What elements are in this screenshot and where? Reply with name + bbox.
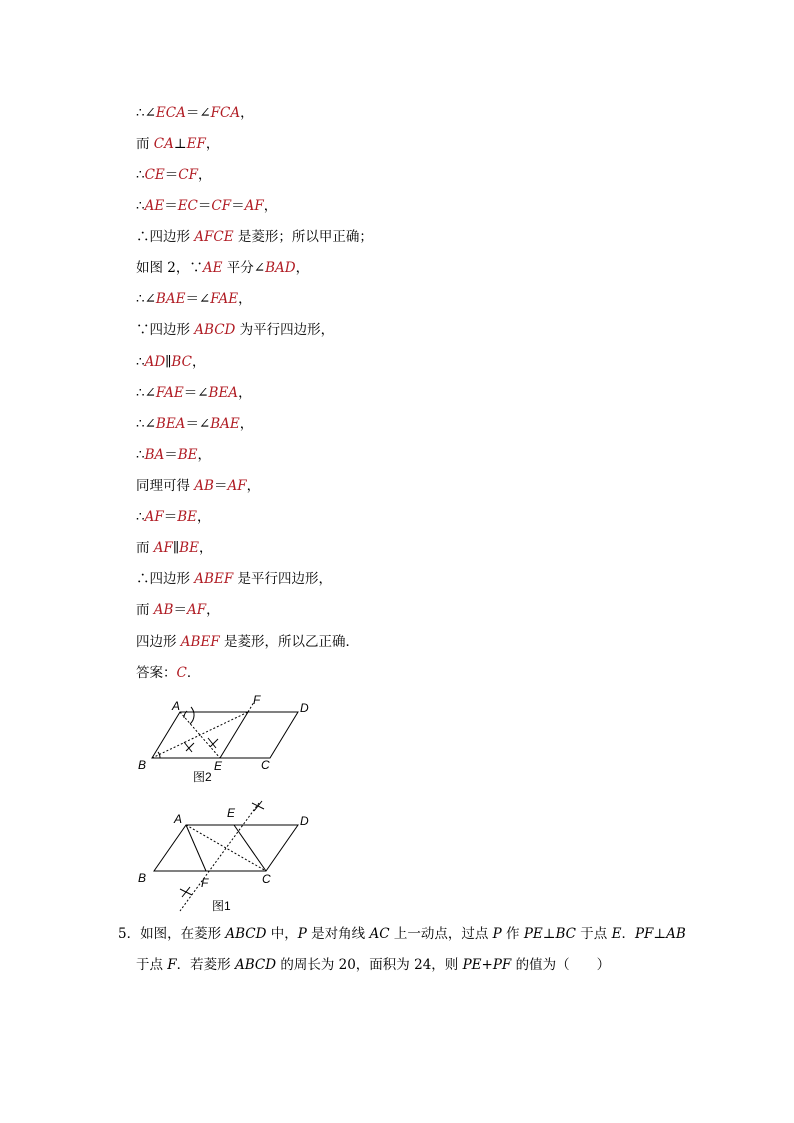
text-run: ∴∠ [136, 416, 156, 432]
text-run: 5．如图，在菱形 [118, 926, 226, 942]
math-term: E [611, 926, 622, 942]
solution-line [136, 259, 309, 277]
solution-line [136, 321, 334, 339]
text-run: ∴∠ [136, 291, 156, 307]
text-run: ．若菱形 [176, 957, 235, 973]
solution-line [136, 508, 211, 526]
text-run: ＝ [164, 447, 178, 463]
solution-line [136, 353, 205, 371]
solution-line [136, 570, 332, 588]
label-a: A [172, 699, 181, 713]
text-run: ∴ [136, 167, 145, 183]
segment-fe [220, 712, 248, 758]
text-run: ， [238, 291, 252, 307]
text-run: 四边形 [136, 634, 181, 650]
math-term: AE [202, 260, 223, 276]
label-f: F [201, 876, 209, 890]
text-run: 而 [136, 540, 154, 556]
text-run: ， [205, 136, 220, 152]
math-term: PF [492, 957, 512, 973]
math-term: CF [178, 167, 198, 183]
label-d: D [300, 701, 309, 715]
text-run: ． [621, 926, 635, 942]
text-run: ∥ [172, 540, 180, 556]
label-f: F [253, 693, 261, 707]
figure-1 [130, 795, 330, 920]
text-run: 中， [266, 926, 298, 942]
math-term: ECA [155, 105, 186, 121]
text-run: 同理可得 [136, 478, 195, 494]
math-term: ABEF [180, 634, 220, 650]
math-term: CA [153, 136, 174, 152]
math-term: AE [144, 198, 165, 214]
text-run: 上一动点，过点 [389, 926, 493, 942]
math-term: BAE [210, 416, 240, 432]
text-run: ， [197, 447, 212, 463]
text-run: ∴ [136, 447, 145, 463]
text-run: ＝∠ [185, 416, 211, 432]
label-a: A [174, 812, 183, 826]
figure-1-caption: 图1 [212, 899, 231, 913]
text-run: ⊥ [173, 136, 187, 152]
label-b: B [138, 758, 147, 772]
text-run: ＝ [164, 198, 178, 214]
math-term: FCA [210, 105, 241, 121]
text-run: 是对角线 [306, 926, 370, 942]
text-run: ， [240, 105, 254, 121]
text-run: ， [191, 354, 206, 370]
label-c: C [262, 872, 271, 886]
text-run: ＝∠ [183, 385, 209, 401]
text-run: ⊥ [542, 926, 556, 942]
math-term: AF [153, 540, 173, 556]
math-term: AB [666, 926, 686, 942]
segment-ec [234, 825, 266, 871]
text-run: ， [295, 260, 310, 276]
text-run: + [481, 957, 493, 973]
text-run: ， [238, 385, 252, 401]
math-term: AF [186, 602, 207, 618]
text-run: ＝ [213, 478, 228, 494]
text-run: ， [197, 509, 211, 525]
text-run: 是菱形；所以甲正确； [233, 229, 373, 245]
label-e: E [214, 759, 223, 773]
figure-2-caption: 图2 [193, 770, 212, 784]
math-term: ABEF [194, 571, 234, 587]
angle-mark-a-outer [190, 707, 194, 724]
math-term: C [176, 665, 187, 681]
solution-line [136, 477, 260, 495]
text-run: 平分∠ [222, 260, 266, 276]
text-run: ∴四边形 [136, 229, 195, 245]
text-run: 的周长为 20，面积为 24，则 [276, 957, 463, 973]
label-c: C [261, 758, 270, 772]
text-run: 答案： [136, 665, 177, 681]
math-term: BEA [208, 385, 239, 401]
math-term: F [167, 957, 177, 973]
math-term: AC [369, 926, 390, 942]
label-e: E [227, 806, 236, 820]
text-run: ∴ [136, 354, 145, 370]
question-5-line-2 [136, 956, 610, 974]
math-term: FAE [155, 385, 184, 401]
text-run: ∴∠ [136, 385, 156, 401]
question-5-line-1 [118, 925, 686, 943]
solution-line [136, 415, 253, 433]
parallelogram-abcd [152, 712, 298, 758]
text-run: 是平行四边形， [233, 571, 332, 587]
text-run: 于点 [136, 957, 168, 973]
math-term: PF [634, 926, 654, 942]
math-term: PE [523, 926, 543, 942]
math-term: PE [462, 957, 482, 973]
math-term: ABCD [194, 322, 236, 338]
math-term: P [297, 926, 307, 942]
parallelogram-abcd [154, 825, 298, 871]
solution-line [136, 197, 277, 215]
text-run: 的值为（ ） [511, 957, 611, 973]
math-term: ABCD [225, 926, 267, 942]
solution-line [136, 446, 211, 464]
solution-line [136, 601, 220, 619]
math-term: BEA [155, 416, 186, 432]
math-term: AFCE [194, 229, 234, 245]
text-run: ∵四边形 [136, 322, 195, 338]
text-run: ． [186, 665, 201, 681]
text-run: 作 [501, 926, 524, 942]
text-run: ＝∠ [185, 291, 211, 307]
text-run: ∥ [165, 354, 172, 370]
text-run: 是菱形，所以乙正确． [219, 634, 359, 650]
math-term: AF [227, 478, 247, 494]
math-term: P [492, 926, 502, 942]
label-b: B [138, 871, 147, 885]
text-run: ⊥ [653, 926, 667, 942]
math-term: AD [144, 354, 166, 370]
solution-line [136, 633, 359, 651]
text-run: 而 [136, 136, 154, 152]
text-run: ， [239, 416, 254, 432]
text-run: ＝ [163, 509, 178, 525]
text-run: ＝ [197, 198, 212, 214]
solution-line [136, 104, 254, 122]
math-term: CF [211, 198, 232, 214]
solution-line [136, 135, 219, 153]
diagonal-ac [186, 825, 266, 871]
arc-mark-bottom [180, 887, 192, 897]
text-run: 而 [136, 602, 154, 618]
text-run: ＝∠ [185, 105, 211, 121]
math-term: BE [177, 447, 198, 463]
math-term: BA [144, 447, 165, 463]
math-term: BC [555, 926, 576, 942]
text-run: 于点 [576, 926, 612, 942]
text-run: ＝ [173, 602, 187, 618]
text-run: 为平行四边形， [235, 322, 335, 338]
angle-mark-b [158, 752, 160, 758]
math-term: EC [177, 198, 198, 214]
solution-line [136, 384, 252, 402]
text-run: ， [197, 167, 212, 183]
math-term: AB [194, 478, 214, 494]
math-term: ABCD [234, 957, 277, 973]
solution-line [136, 290, 252, 308]
text-run: ， [246, 478, 261, 494]
text-run: ∴∠ [136, 105, 156, 121]
text-run: ＝ [231, 198, 245, 214]
math-term: CE [144, 167, 165, 183]
math-term: AF [244, 198, 264, 214]
label-d: D [300, 814, 309, 828]
solution-line [136, 228, 373, 246]
text-run: ＝ [164, 167, 179, 183]
math-term: BAD [265, 260, 296, 276]
math-term: AB [153, 602, 174, 618]
math-term: BAE [155, 291, 186, 307]
math-term: FAE [210, 291, 239, 307]
text-run: ∴ [136, 198, 145, 214]
solution-line [136, 166, 211, 184]
text-run: ， [198, 540, 213, 556]
math-term: EF [186, 136, 206, 152]
text-run: ∴ [136, 509, 145, 525]
arc-mark-1 [184, 742, 194, 752]
math-term: BC [171, 354, 192, 370]
text-run: 如图 2，∵ [136, 260, 203, 276]
math-term: BE [177, 509, 197, 525]
segment-af [186, 825, 206, 871]
text-run: ∴四边形 [136, 571, 195, 587]
text-run: ， [263, 198, 278, 214]
answer-line [136, 664, 200, 682]
math-term: AF [144, 509, 164, 525]
figure-2 [130, 690, 330, 790]
text-run: ， [206, 602, 220, 618]
math-term: BE [179, 540, 199, 556]
solution-line [136, 539, 212, 557]
